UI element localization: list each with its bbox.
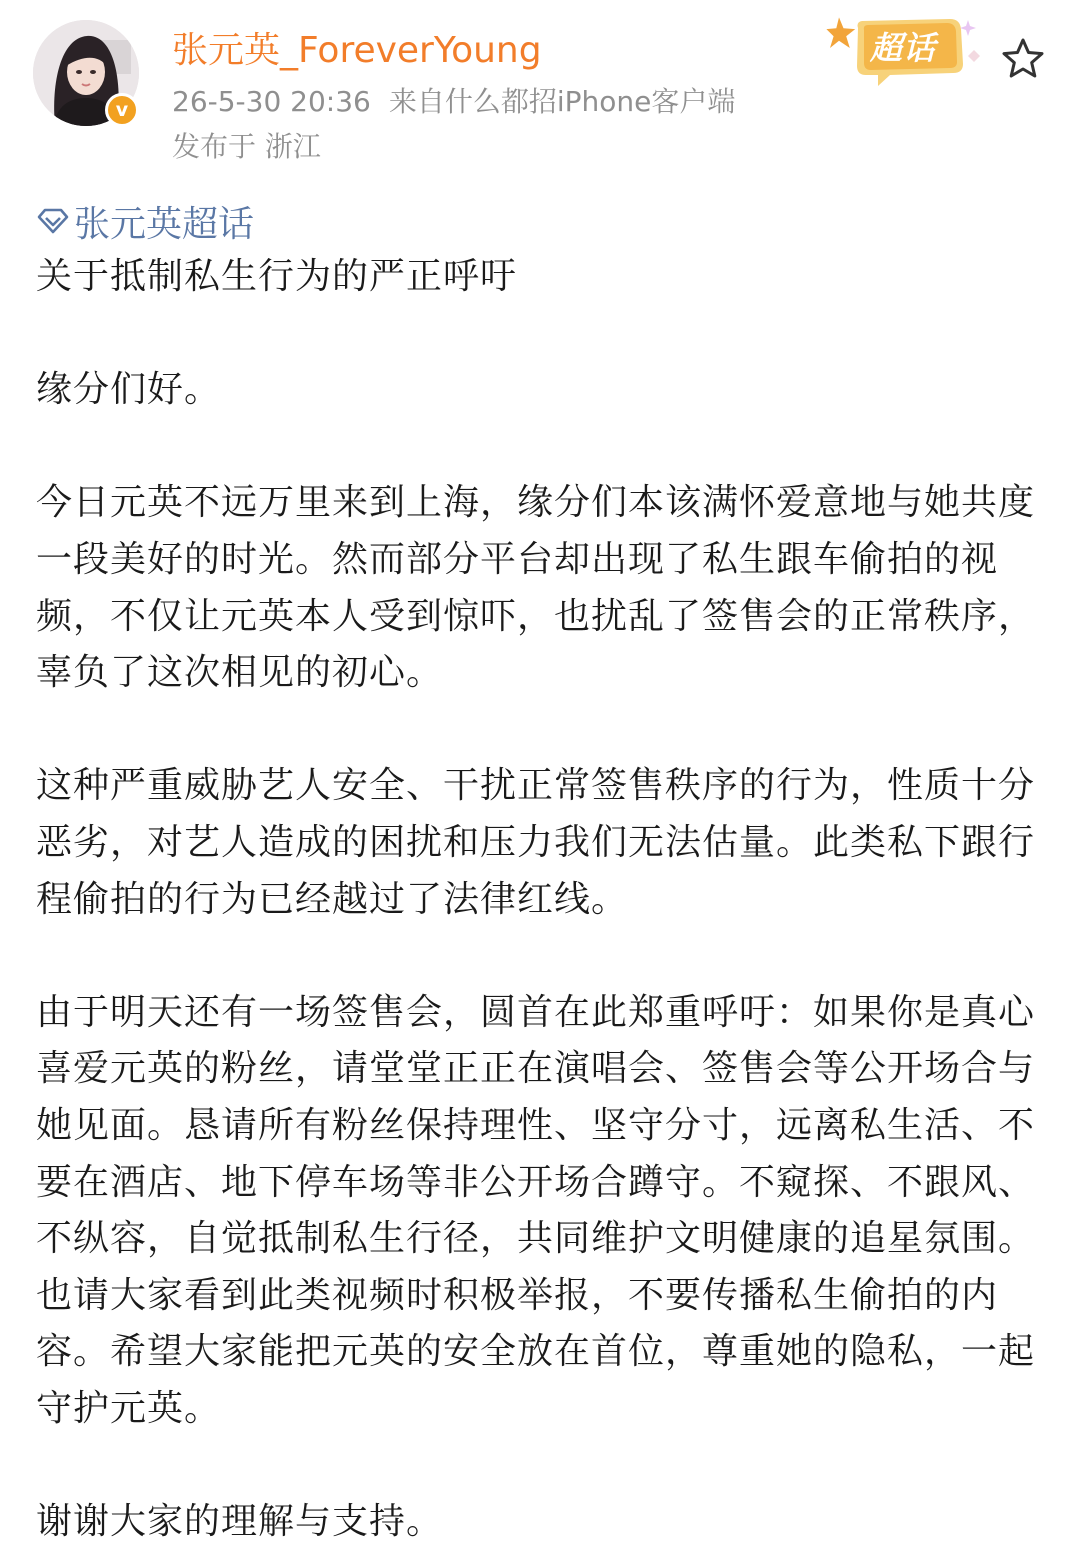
post-meta (172, 82, 735, 122)
post-header (0, 0, 1080, 180)
supertopic-diamond-icon (36, 208, 70, 234)
post-source[interactable]: 来自什么都招iPhone客户端 (388, 85, 736, 118)
paragraph-appeal: 由于明天还有一场签售会，圆首在此郑重呼吁：如果你是真心喜爱元英的粉丝，请堂堂正正在演唱会、签售会等公开场合与她见面。恳请所有粉丝保持理性、坚守分寸，远离私生活、不要在酒店、地下停车场等非公开场合蹲守。不窥探、不跟风、不纵容，自觉抵制私生行径，共同维护文明健康的追星氛围。也请大家看到此类视频时积极举报，不要传播私生偷拍的内容。希望大家能把元英的安全放在首位，尊重她的隐私，一起守护元英。 (36, 991, 1036, 1429)
supertopic-badge-label: 超话 (870, 29, 937, 67)
paragraph-thanks: 谢谢大家的理解与支持。 (36, 1501, 444, 1543)
supertopic-link-label: 张元英超话 (74, 203, 255, 245)
post-location: 发布于 浙江 (172, 130, 321, 163)
paragraph-condemnation: 这种严重威胁艺人安全、干扰正常签售秩序的行为，性质十分恶劣，对艺人造成的困扰和压力我们无法估量。此类私下跟行程偷拍的行为已经越过了法律红线。 (36, 765, 1036, 920)
post-title: 关于抵制私生行为的严正呼吁 (36, 256, 518, 297)
verified-icon: v (105, 93, 139, 127)
paragraph-greeting: 缘分们好。 (36, 369, 222, 411)
favorite-star-icon[interactable] (1000, 36, 1046, 82)
username[interactable]: 张元英_ForeverYoung (172, 30, 542, 71)
post-timestamp: 26-5-30 20:36 (172, 85, 371, 118)
paragraph-incident: 今日元英不远万里来到上海，缘分们本该满怀爱意地与她共度一段美好的时光。然而部分平台却出现了私生跟车偷拍的视频，不仅让元英本人受到惊吓，也扰乱了签售会的正常秩序，辜负了这次相见的初心。 (36, 482, 1036, 694)
supertopic-badge[interactable] (822, 10, 992, 90)
post-body (36, 193, 1046, 1551)
supertopic-link[interactable] (36, 193, 1046, 249)
